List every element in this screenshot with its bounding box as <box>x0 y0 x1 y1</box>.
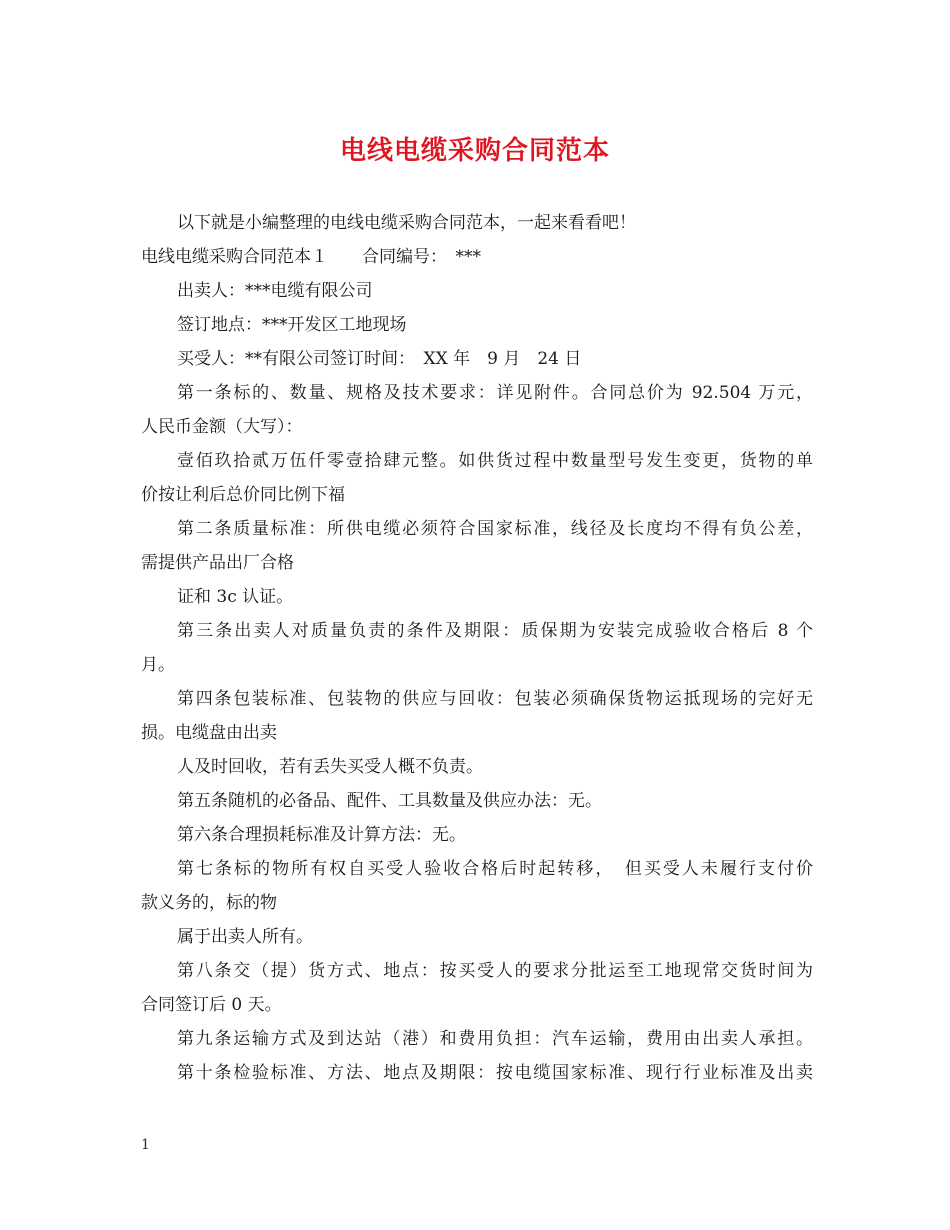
document-body <box>141 206 813 1090</box>
paragraph-line: 第一条标的、数量、规格及技术要求：详见附件。合同总价为 92.504 万元， <box>177 383 813 403</box>
paragraph-line: 价按让利后总价同比例下福 <box>141 485 345 505</box>
paragraph-line: 人民币金额（大写）： <box>141 417 303 437</box>
paragraph-line: 第五条随机的必备品、配件、工具数量及供应办法：无。 <box>177 791 602 811</box>
paragraph-line: 第六条合理损耗标准及计算方法：无。 <box>177 825 466 845</box>
paragraph-line: 证和 3c 认证。 <box>177 587 294 607</box>
paragraph-line: 第十条检验标准、方法、地点及期限：按电缆国家标准、现行行业标准及出卖 <box>177 1063 813 1083</box>
paragraph-line: 款义务的，标的物 <box>141 893 277 913</box>
paragraph-line: 损。电缆盘由出卖 <box>141 723 277 743</box>
paragraph-line: 出卖人：***电缆有限公司 <box>177 281 373 301</box>
paragraph-line: 属于出卖人所有。 <box>177 927 313 947</box>
paragraph-line: 第二条质量标准：所供电缆必须符合国家标准，线径及长度均不得有负公差， <box>177 519 813 539</box>
paragraph-line: 需提供产品出厂合格 <box>141 553 294 573</box>
page-title: 电线电缆采购合同范本 <box>339 136 610 166</box>
paragraph-line: 第三条出卖人对质量负责的条件及期限：质保期为安装完成验收合格后 8 个 <box>177 621 813 641</box>
paragraph-line: 电线电缆采购合同范本１ 合同编号： *** <box>141 247 481 267</box>
paragraph-line: 买受人：**有限公司签订时间： XX 年 9 月 24 日 <box>177 349 582 369</box>
paragraph-line: 月。 <box>141 655 175 675</box>
paragraph-line: 签订地点：***开发区工地现场 <box>177 315 407 335</box>
paragraph-line: 合同签订后 0 天。 <box>141 995 282 1015</box>
paragraph-line: 人及时回收，若有丢失买受人概不负责。 <box>177 757 483 777</box>
paragraph-line: 第四条包装标准、包装物的供应与回收：包装必须确保货物运抵现场的完好无 <box>177 689 813 709</box>
paragraph-line: 第八条交（提）货方式、地点：按买受人的要求分批运至工地现常交货时间为 <box>177 961 813 981</box>
paragraph-line: 第九条运输方式及到达站（港）和费用负担：汽车运输，费用由出卖人承担。 <box>177 1029 813 1049</box>
page-number: 1 <box>141 1137 150 1153</box>
paragraph-line: 第七条标的物所有权自买受人验收合格后时起转移， 但买受人未履行支付价 <box>177 859 813 879</box>
paragraph-line: 以下就是小编整理的电线电缆采购合同范本，一起来看看吧！ <box>177 213 636 233</box>
paragraph-line: 壹佰玖拾贰万伍仟零壹拾肆元整。如供货过程中数量型号发生变更，货物的单 <box>177 451 813 471</box>
